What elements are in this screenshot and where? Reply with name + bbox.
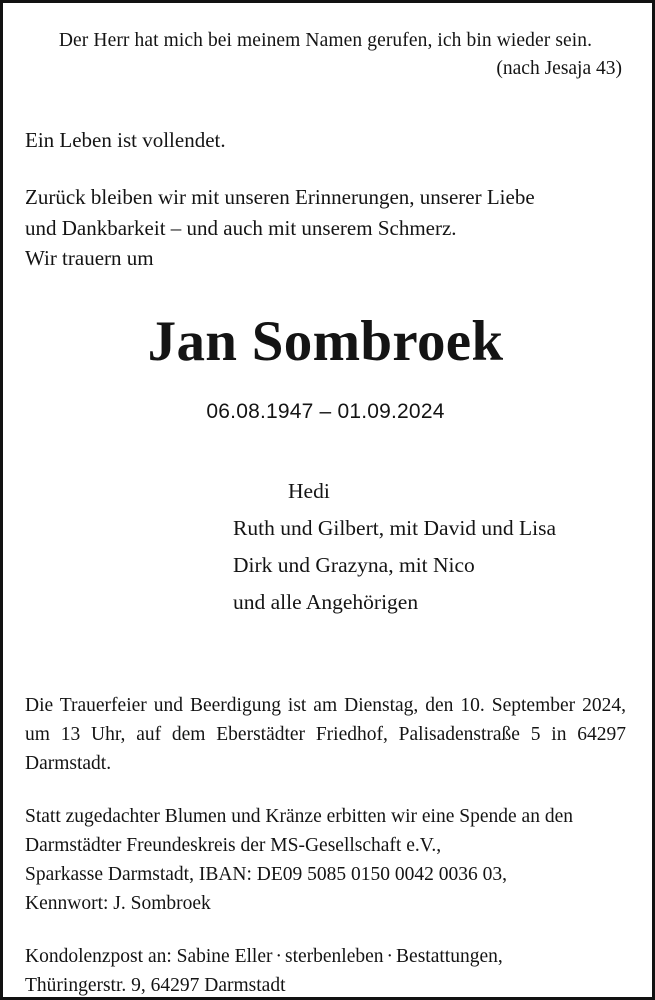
donation-line: Darmstädter Freundeskreis der MS-Gesellschaft e.V., xyxy=(25,834,442,856)
condolences-recipient: Kondolenzpost an: Sabine Eller xyxy=(25,946,273,968)
mourner-line: und alle Angehörigen xyxy=(233,589,419,614)
mourner-line: Hedi xyxy=(288,478,330,503)
donation-reference-line: Kennwort: J. Sombroek xyxy=(25,893,211,914)
mourner-line: Ruth und Gilbert, mit David und Lisa xyxy=(233,515,557,540)
epigraph-quote: Der Herr hat mich bei meinem Namen gerufen, ich bin wieder sein. xyxy=(58,30,593,51)
donation-iban-line: Sparkasse Darmstadt, IBAN: DE09 5085 0150 0042 0036 03, xyxy=(25,863,508,885)
deceased-name: Jan Sombroek xyxy=(147,310,504,373)
funeral-details: Die Trauerfeier und Beerdigung ist am Dienstag, den 10. September 2024, um 13 Uhr, auf dem Eberstädter Friedhof, Palisadenstraße 5 in 64297 Darmstadt. xyxy=(25,694,626,774)
intro-body xyxy=(25,182,626,274)
deceased-dates: 06.08.1947 – 01.09.2024 xyxy=(206,399,445,423)
deceased-block xyxy=(25,312,626,424)
intro-line: Wir trauern um xyxy=(25,246,154,271)
separator-dot: · xyxy=(386,946,394,968)
donation-details xyxy=(25,802,626,918)
mourners-block xyxy=(25,473,626,621)
condolences-business: Bestattungen, xyxy=(396,946,503,968)
epigraph-block xyxy=(25,27,626,82)
notice-content xyxy=(3,3,652,997)
condolences-details xyxy=(25,942,626,1000)
condolences-line xyxy=(25,942,626,971)
epigraph-source: (nach Jesaja 43) xyxy=(496,57,622,79)
intro-block xyxy=(25,125,626,274)
intro-line: und Dankbarkeit – und auch mit unserem Schmerz. xyxy=(25,215,457,240)
condolences-provider: sterbenleben xyxy=(284,946,384,968)
mourner-line: Dirk und Grazyna, mit Nico xyxy=(233,552,475,577)
details-block xyxy=(25,691,626,1000)
separator-dot: · xyxy=(275,946,282,968)
intro-lead: Ein Leben ist vollendet. xyxy=(25,128,226,153)
donation-line: Statt zugedachter Blumen und Kränze erbitten wir eine Spende an den xyxy=(25,805,573,827)
condolences-address: Thüringerstr. 9, 64297 Darmstadt xyxy=(25,975,286,997)
intro-line: Zurück bleiben wir mit unseren Erinnerungen, unserer Liebe xyxy=(25,185,535,210)
